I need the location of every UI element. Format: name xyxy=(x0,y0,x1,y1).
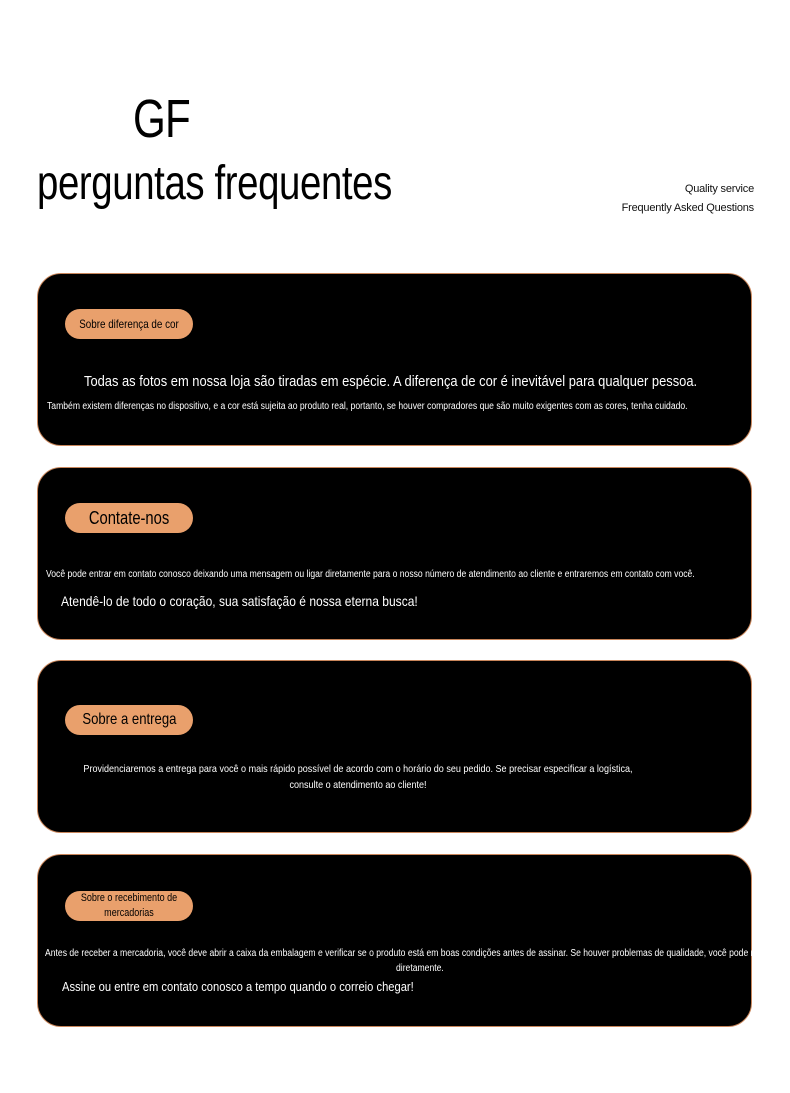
faq-tag-color-difference: Sobre diferença de cor xyxy=(65,309,193,339)
faq-answer-line: Providenciaremos a entrega para você o mais rápido possível de acordo com o horário do seu pedido. Se precisar especificar a logística, xyxy=(83,763,633,775)
faq-answer-line: Todas as fotos em nossa loja são tiradas em espécie. A diferença de cor é inevitável para qualquer pessoa. xyxy=(84,373,698,390)
faq-answer-line: Você pode entrar em contato conosco deixando uma mensagem ou ligar diretamente para o nosso número de atendimento ao cliente e entraremos em contato com você. xyxy=(46,569,695,580)
faq-tag-receiving: Sobre o recebimento de mercadorias xyxy=(65,891,193,921)
tagline xyxy=(622,180,754,218)
faq-card-contact xyxy=(37,467,752,640)
page-title: perguntas frequentes xyxy=(37,157,392,210)
tagline-line-1: Quality service xyxy=(684,183,754,195)
faq-card-delivery xyxy=(37,660,752,833)
faq-tag-delivery: Sobre a entrega xyxy=(65,705,193,735)
brand-logo: GF xyxy=(133,89,190,149)
faq-card-color-difference xyxy=(37,273,752,446)
faq-answer-line: Também existem diferenças no dispositivo, e a cor está sujeita ao produto real, portanto, se houver compradores que são muito exigentes com as cores, tenha cuidado. xyxy=(47,401,688,412)
faq-answer-line: Atendê-lo de todo o coração, sua satisfação é nossa eterna busca! xyxy=(61,593,418,609)
faq-card-receiving xyxy=(37,854,780,1027)
faq-answer-block xyxy=(38,761,678,793)
faq-answer-line: diretamente. xyxy=(396,963,444,974)
faq-answer-line: Assine ou entre em contato conosco a tempo quando o correio chegar! xyxy=(62,979,414,994)
faq-tag-contact: Contate-nos xyxy=(65,503,193,533)
tagline-line-2: Frequently Asked Questions xyxy=(621,202,754,214)
faq-answer-line: consulte o atendimento ao cliente! xyxy=(289,779,427,791)
faq-answer-line: Antes de receber a mercadoria, você deve abrir a caixa da embalagem e verificar se o produto está em boas condições antes de assinar. Se houver problemas de qualidade, você pode recusar xyxy=(45,948,780,959)
